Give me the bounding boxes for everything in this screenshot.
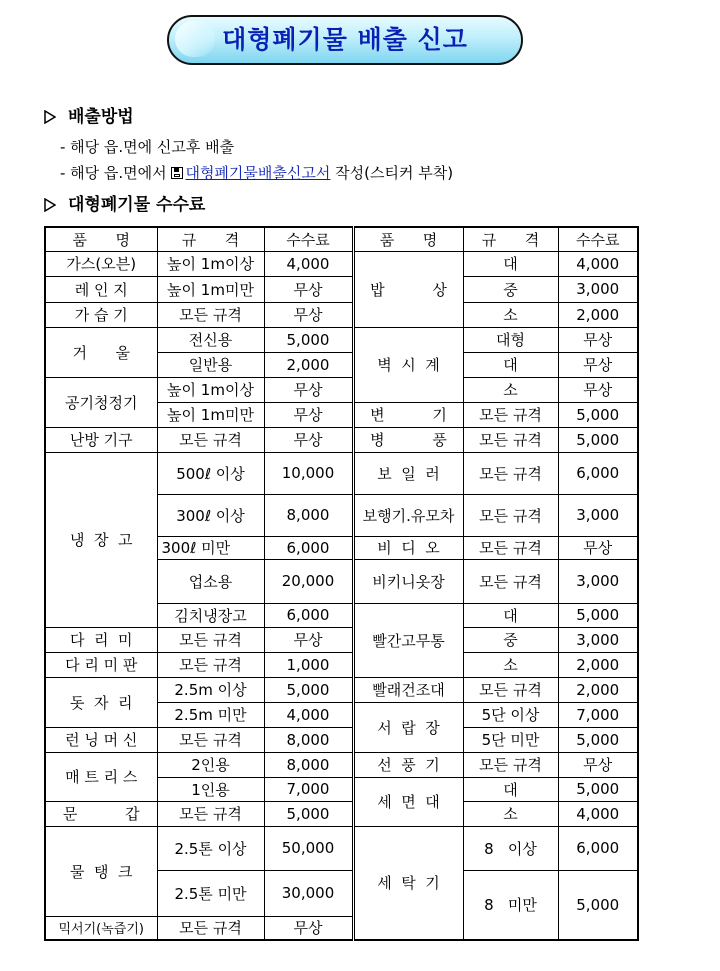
- fee: 2,000: [264, 352, 353, 377]
- spec: 모든 규격: [463, 536, 558, 559]
- table-row: [45, 752, 638, 777]
- spec: 대형: [463, 327, 558, 352]
- fee: 무상: [558, 352, 638, 377]
- spec: 모든 규격: [157, 427, 264, 452]
- table-row: [45, 652, 638, 677]
- fee: 5,000: [264, 801, 353, 826]
- fee: 6,000: [264, 603, 353, 627]
- item-boiler: 보 일 러: [353, 452, 463, 494]
- item-heater: 난방 기구: [45, 427, 157, 452]
- fee: 5,000: [558, 777, 638, 801]
- fee: 10,000: [264, 452, 353, 494]
- spec: 대: [463, 251, 558, 276]
- fee: 7,000: [558, 702, 638, 727]
- spec: 중: [463, 276, 558, 302]
- item-dining-table: 밥 상: [353, 251, 463, 327]
- spec: 모든 규격: [157, 727, 264, 752]
- item-range: 레 인 지: [45, 276, 157, 302]
- table-row: [45, 427, 638, 452]
- spec: 모든 규격: [157, 801, 264, 826]
- spec: 높이 1m이상: [157, 377, 264, 402]
- table-row: [45, 801, 638, 826]
- header-spec: 규 격: [157, 227, 264, 251]
- triangle-bullet-icon: [44, 110, 56, 124]
- fee: 5,000: [264, 677, 353, 702]
- item-drying-rack: 빨래건조대: [353, 677, 463, 702]
- spec: 2.5톤 이상: [157, 826, 264, 870]
- fee: 4,000: [264, 702, 353, 727]
- fee: 4,000: [558, 251, 638, 276]
- fee: 5,000: [558, 870, 638, 940]
- section-heading-method-text: 배출방법: [68, 107, 134, 127]
- method-line-2-suffix: 작성(스티커 부착): [335, 164, 454, 182]
- fee: 무상: [264, 627, 353, 652]
- spec: 모든 규격: [157, 627, 264, 652]
- triangle-bullet-icon: [44, 198, 56, 212]
- fee: 8,000: [264, 494, 353, 536]
- item-humidifier: 가 습 기: [45, 302, 157, 327]
- method-line-2-prefix: - 해당 읍.면에서: [60, 164, 167, 182]
- fee: 무상: [558, 327, 638, 352]
- spec: 2.5톤 미만: [157, 870, 264, 916]
- fee: 5,000: [558, 603, 638, 627]
- item-vinyl-wardrobe: 비키니옷장: [353, 559, 463, 603]
- spec: 높이 1m미만: [157, 276, 264, 302]
- item-cabinet: 문 갑: [45, 801, 157, 826]
- item-folding-screen: 병 풍: [353, 427, 463, 452]
- spec: 모든 규격: [157, 916, 264, 940]
- report-form-link[interactable]: 대형폐기물배출신고서: [185, 164, 331, 182]
- method-line-1: - 해당 읍.면에 신고후 배출: [60, 138, 235, 156]
- page-title: 대형폐기물 배출 신고: [222, 25, 468, 54]
- method-line-2: [60, 162, 453, 183]
- spec: 모든 규격: [463, 427, 558, 452]
- fee: 7,000: [264, 777, 353, 801]
- fee: 8,000: [264, 752, 353, 777]
- item-washing-machine: 세 탁 기: [353, 826, 463, 940]
- spec: 모든 규격: [463, 452, 558, 494]
- fee: 50,000: [264, 826, 353, 870]
- spec: 일반용: [157, 352, 264, 377]
- title-banner: [167, 15, 523, 65]
- fee: 3,000: [558, 494, 638, 536]
- fee: 3,000: [558, 276, 638, 302]
- fee: 무상: [264, 916, 353, 940]
- fee: 2,000: [558, 302, 638, 327]
- spec: 높이 1m이상: [157, 251, 264, 276]
- fee: 3,000: [558, 559, 638, 603]
- fee: 4,000: [558, 801, 638, 826]
- fee: 30,000: [264, 870, 353, 916]
- header-item: 품 명: [45, 227, 157, 251]
- spec: 대: [463, 777, 558, 801]
- table-row: [45, 627, 638, 652]
- spec: 2.5m 이상: [157, 677, 264, 702]
- spec: 소: [463, 377, 558, 402]
- fee: 1,000: [264, 652, 353, 677]
- fee: 무상: [264, 302, 353, 327]
- spec: 300ℓ 미만: [157, 536, 264, 559]
- section-heading-fee-text: 대형폐기물 수수료: [68, 195, 206, 215]
- fee: 2,000: [558, 677, 638, 702]
- header-fee: 수수료: [264, 227, 353, 251]
- table-row: [45, 327, 638, 352]
- spec: 5단 이상: [463, 702, 558, 727]
- header-item-2: 품 명: [353, 227, 463, 251]
- spec: 8 미만: [463, 870, 558, 940]
- item-walker-stroller: 보행기.유모차: [353, 494, 463, 536]
- item-mirror: 거 울: [45, 327, 157, 377]
- table-row: [45, 452, 638, 494]
- spec: 대: [463, 352, 558, 377]
- item-mat: 돗 자 리: [45, 677, 157, 727]
- fee: 6,000: [558, 452, 638, 494]
- fee: 5,000: [558, 402, 638, 427]
- spec: 소: [463, 801, 558, 826]
- spec: 모든 규격: [463, 559, 558, 603]
- spec: 모든 규격: [463, 402, 558, 427]
- item-video: 비 디 오: [353, 536, 463, 559]
- spec: 모든 규격: [463, 494, 558, 536]
- fee: 6,000: [264, 536, 353, 559]
- table-row: [45, 251, 638, 276]
- spec: 1인용: [157, 777, 264, 801]
- table-row: [45, 302, 638, 327]
- item-refrigerator: 냉 장 고: [45, 452, 157, 627]
- section-heading-method: [44, 102, 134, 127]
- spec: 김치냉장고: [157, 603, 264, 627]
- item-mattress: 매 트 리 스: [45, 752, 157, 801]
- table-row: [45, 727, 638, 752]
- fee: 5,000: [264, 327, 353, 352]
- fee: 6,000: [558, 826, 638, 870]
- table-header-row: [45, 227, 638, 251]
- fee-table: [44, 226, 639, 941]
- fee: 무상: [558, 752, 638, 777]
- spec: 8 이상: [463, 826, 558, 870]
- fee: 3,000: [558, 627, 638, 652]
- header-spec-2: 규 격: [463, 227, 558, 251]
- spec: 2.5m 미만: [157, 702, 264, 727]
- section-heading-fee: [44, 190, 205, 215]
- item-treadmill: 런 닝 머 신: [45, 727, 157, 752]
- item-toilet: 변 기: [353, 402, 463, 427]
- item-rubber-tub: 빨간고무통: [353, 603, 463, 677]
- spec: 높이 1m미만: [157, 402, 264, 427]
- fee: 20,000: [264, 559, 353, 603]
- item-ironing-board: 다 리 미 판: [45, 652, 157, 677]
- fee: 5,000: [558, 427, 638, 452]
- spec: 대: [463, 603, 558, 627]
- fee: 무상: [558, 536, 638, 559]
- fee: 무상: [264, 276, 353, 302]
- item-wall-clock: 벽 시 계: [353, 327, 463, 402]
- item-mixer: 믹서기(녹즙기): [45, 916, 157, 940]
- fee: 4,000: [264, 251, 353, 276]
- floppy-disk-icon: [171, 167, 183, 179]
- fee: 8,000: [264, 727, 353, 752]
- spec: 모든 규격: [463, 752, 558, 777]
- table-row: [45, 276, 638, 302]
- spec: 500ℓ 이상: [157, 452, 264, 494]
- spec: 전신용: [157, 327, 264, 352]
- fee: 2,000: [558, 652, 638, 677]
- spec: 모든 규격: [157, 302, 264, 327]
- spec: 모든 규격: [157, 652, 264, 677]
- item-fan: 선 풍 기: [353, 752, 463, 777]
- table-row: [45, 377, 638, 402]
- spec: 5단 미만: [463, 727, 558, 752]
- spec: 300ℓ 이상: [157, 494, 264, 536]
- item-washstand: 세 면 대: [353, 777, 463, 826]
- item-water-tank: 물 탱 크: [45, 826, 157, 916]
- fee: 무상: [264, 402, 353, 427]
- fee: 무상: [264, 427, 353, 452]
- spec: 2인용: [157, 752, 264, 777]
- fee: 무상: [264, 377, 353, 402]
- fee: 5,000: [558, 727, 638, 752]
- item-iron: 다 리 미: [45, 627, 157, 652]
- spec: 소: [463, 652, 558, 677]
- spec: 중: [463, 627, 558, 652]
- table-row: [45, 677, 638, 702]
- spec: 소: [463, 302, 558, 327]
- header-fee-2: 수수료: [558, 227, 638, 251]
- item-drawer: 서 랍 장: [353, 702, 463, 752]
- fee: 무상: [558, 377, 638, 402]
- spec: 업소용: [157, 559, 264, 603]
- item-air-cleaner: 공기청정기: [45, 377, 157, 427]
- table-row: [45, 826, 638, 870]
- item-gas-oven: 가스(오븐): [45, 251, 157, 276]
- spec: 모든 규격: [463, 677, 558, 702]
